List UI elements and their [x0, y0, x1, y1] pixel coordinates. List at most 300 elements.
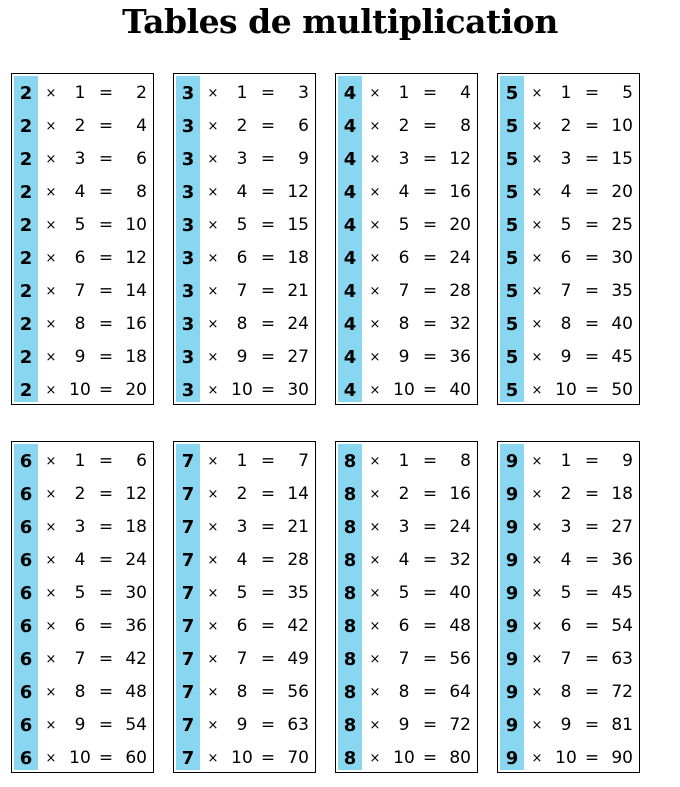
- times-sign: ×: [531, 317, 543, 332]
- multiplier: 8: [74, 314, 86, 334]
- multiplier: 3: [398, 149, 410, 169]
- table-row: [174, 610, 315, 643]
- times-sign: ×: [207, 520, 219, 535]
- equals-sign: =: [260, 380, 276, 400]
- times-sign: ×: [531, 685, 543, 700]
- table-base: 6: [19, 451, 33, 472]
- equals-sign: =: [98, 281, 114, 301]
- multiplier: 5: [560, 215, 572, 235]
- times-sign: ×: [207, 317, 219, 332]
- times-sign: ×: [45, 718, 57, 733]
- multiplier: 9: [398, 347, 410, 367]
- product: 4: [460, 83, 471, 103]
- times-sign: ×: [369, 619, 381, 634]
- equals-sign: =: [98, 380, 114, 400]
- equals-sign: =: [98, 83, 114, 103]
- product: 3: [298, 83, 309, 103]
- multiplier: 6: [236, 616, 248, 636]
- table-row: [174, 742, 315, 773]
- equals-sign: =: [260, 517, 276, 537]
- table-card-2: [11, 73, 154, 405]
- table-card-9: [497, 441, 640, 773]
- table-row: [174, 478, 315, 511]
- equals-sign: =: [260, 616, 276, 636]
- multiplier: 3: [560, 149, 572, 169]
- equals-sign: =: [260, 149, 276, 169]
- table-base: 7: [181, 484, 195, 505]
- equals-sign: =: [422, 281, 438, 301]
- multiplier: 6: [398, 248, 410, 268]
- product: 14: [287, 484, 309, 504]
- times-sign: ×: [45, 119, 57, 134]
- table-base: 5: [505, 281, 519, 302]
- multiplier: 10: [393, 748, 415, 768]
- table-card-4: [335, 73, 478, 405]
- product: 28: [287, 550, 309, 570]
- table-row: [498, 478, 639, 511]
- table-row: [336, 610, 477, 643]
- multiplier: 7: [560, 649, 572, 669]
- times-sign: ×: [207, 218, 219, 233]
- multiplier: 10: [69, 748, 91, 768]
- table-base: 8: [343, 649, 357, 670]
- table-base: 3: [181, 281, 195, 302]
- product: 72: [449, 715, 471, 735]
- times-sign: ×: [207, 185, 219, 200]
- product: 21: [287, 281, 309, 301]
- multiplier: 1: [236, 451, 248, 471]
- table-row: [498, 308, 639, 341]
- equals-sign: =: [584, 182, 600, 202]
- product: 27: [287, 347, 309, 367]
- product: 6: [136, 451, 147, 471]
- times-sign: ×: [45, 86, 57, 101]
- times-sign: ×: [369, 185, 381, 200]
- product: 8: [460, 116, 471, 136]
- multiplier: 1: [398, 451, 410, 471]
- product: 8: [136, 182, 147, 202]
- equals-sign: =: [422, 550, 438, 570]
- times-sign: ×: [45, 284, 57, 299]
- times-sign: ×: [531, 251, 543, 266]
- equals-sign: =: [584, 550, 600, 570]
- times-sign: ×: [531, 520, 543, 535]
- table-row: [336, 110, 477, 143]
- table-base: 2: [19, 215, 33, 236]
- table-base: 8: [343, 517, 357, 538]
- multiplier: 7: [398, 649, 410, 669]
- equals-sign: =: [422, 451, 438, 471]
- multiplier: 3: [74, 517, 86, 537]
- multiplier: 4: [560, 182, 572, 202]
- table-row: [336, 445, 477, 478]
- product: 32: [449, 314, 471, 334]
- table-row: [174, 341, 315, 374]
- times-sign: ×: [207, 553, 219, 568]
- times-sign: ×: [531, 350, 543, 365]
- multiplier: 10: [231, 380, 253, 400]
- multiplier: 8: [398, 314, 410, 334]
- times-sign: ×: [45, 520, 57, 535]
- table-row: [12, 341, 153, 374]
- multiplier: 1: [236, 83, 248, 103]
- times-sign: ×: [369, 454, 381, 469]
- times-sign: ×: [45, 317, 57, 332]
- product: 15: [611, 149, 633, 169]
- table-base: 6: [19, 550, 33, 571]
- multiplier: 1: [398, 83, 410, 103]
- equals-sign: =: [98, 314, 114, 334]
- multiplier: 2: [398, 484, 410, 504]
- product: 48: [125, 682, 147, 702]
- multiplier: 3: [398, 517, 410, 537]
- equals-sign: =: [98, 748, 114, 768]
- times-sign: ×: [531, 553, 543, 568]
- multiplier: 3: [74, 149, 86, 169]
- times-sign: ×: [207, 652, 219, 667]
- equals-sign: =: [584, 616, 600, 636]
- equals-sign: =: [98, 149, 114, 169]
- product: 7: [298, 451, 309, 471]
- equals-sign: =: [98, 215, 114, 235]
- table-base: 2: [19, 182, 33, 203]
- times-sign: ×: [369, 520, 381, 535]
- product: 40: [449, 380, 471, 400]
- table-base: 8: [343, 616, 357, 637]
- product: 80: [449, 748, 471, 768]
- times-sign: ×: [45, 185, 57, 200]
- equals-sign: =: [584, 314, 600, 334]
- product: 45: [611, 583, 633, 603]
- table-row: [498, 143, 639, 176]
- product: 28: [449, 281, 471, 301]
- equals-sign: =: [98, 616, 114, 636]
- multiplier: 6: [236, 248, 248, 268]
- equals-sign: =: [260, 715, 276, 735]
- table-base: 7: [181, 451, 195, 472]
- times-sign: ×: [207, 119, 219, 134]
- table-base: 3: [181, 149, 195, 170]
- table-base: 3: [181, 314, 195, 335]
- table-base: 9: [505, 550, 519, 571]
- table-base: 6: [19, 748, 33, 769]
- table-row: [12, 610, 153, 643]
- multiplier: 6: [560, 616, 572, 636]
- product: 49: [287, 649, 309, 669]
- table-base: 7: [181, 649, 195, 670]
- table-base: 8: [343, 451, 357, 472]
- equals-sign: =: [584, 451, 600, 471]
- product: 12: [287, 182, 309, 202]
- times-sign: ×: [45, 251, 57, 266]
- times-sign: ×: [531, 284, 543, 299]
- equals-sign: =: [584, 715, 600, 735]
- table-row: [336, 577, 477, 610]
- product: 24: [125, 550, 147, 570]
- table-row: [498, 676, 639, 709]
- product: 24: [449, 517, 471, 537]
- equals-sign: =: [260, 649, 276, 669]
- table-row: [498, 374, 639, 405]
- product: 48: [449, 616, 471, 636]
- table-row: [498, 242, 639, 275]
- table-row: [174, 308, 315, 341]
- times-sign: ×: [531, 487, 543, 502]
- times-sign: ×: [369, 119, 381, 134]
- table-base: 9: [505, 451, 519, 472]
- multiplier: 9: [236, 347, 248, 367]
- times-sign: ×: [531, 218, 543, 233]
- table-base: 8: [343, 748, 357, 769]
- table-base: 9: [505, 583, 519, 604]
- product: 70: [287, 748, 309, 768]
- table-row: [12, 374, 153, 405]
- table-row: [498, 445, 639, 478]
- table-row: [12, 643, 153, 676]
- table-row: [12, 709, 153, 742]
- equals-sign: =: [584, 649, 600, 669]
- times-sign: ×: [45, 383, 57, 398]
- table-row: [174, 709, 315, 742]
- times-sign: ×: [369, 317, 381, 332]
- table-row: [12, 110, 153, 143]
- equals-sign: =: [260, 182, 276, 202]
- table-base: 3: [181, 248, 195, 269]
- table-row: [336, 176, 477, 209]
- product: 24: [449, 248, 471, 268]
- table-row: [12, 445, 153, 478]
- table-base: 2: [19, 149, 33, 170]
- table-base: 2: [19, 116, 33, 137]
- equals-sign: =: [584, 748, 600, 768]
- multiplier: 2: [236, 116, 248, 136]
- product: 25: [611, 215, 633, 235]
- product: 42: [125, 649, 147, 669]
- equals-sign: =: [422, 583, 438, 603]
- times-sign: ×: [531, 383, 543, 398]
- multiplier: 6: [74, 248, 86, 268]
- multiplier: 1: [560, 83, 572, 103]
- table-base: 5: [505, 116, 519, 137]
- table-base: 9: [505, 748, 519, 769]
- table-row: [174, 77, 315, 110]
- times-sign: ×: [531, 86, 543, 101]
- times-sign: ×: [207, 751, 219, 766]
- multiplier: 4: [560, 550, 572, 570]
- equals-sign: =: [422, 616, 438, 636]
- table-base: 6: [19, 616, 33, 637]
- table-row: [12, 308, 153, 341]
- table-base: 2: [19, 380, 33, 401]
- product: 64: [449, 682, 471, 702]
- equals-sign: =: [260, 484, 276, 504]
- equals-sign: =: [260, 83, 276, 103]
- multiplier: 8: [560, 682, 572, 702]
- table-base: 4: [343, 248, 357, 269]
- product: 56: [287, 682, 309, 702]
- page-title: Tables de multiplication: [122, 2, 558, 41]
- table-row: [174, 176, 315, 209]
- equals-sign: =: [584, 83, 600, 103]
- table-row: [174, 242, 315, 275]
- times-sign: ×: [369, 152, 381, 167]
- equals-sign: =: [260, 347, 276, 367]
- times-sign: ×: [45, 652, 57, 667]
- equals-sign: =: [260, 314, 276, 334]
- table-base: 7: [181, 682, 195, 703]
- table-base: 7: [181, 616, 195, 637]
- product: 30: [125, 583, 147, 603]
- table-row: [498, 511, 639, 544]
- times-sign: ×: [207, 619, 219, 634]
- times-sign: ×: [45, 586, 57, 601]
- table-row: [498, 341, 639, 374]
- times-sign: ×: [369, 553, 381, 568]
- product: 63: [611, 649, 633, 669]
- multiplier: 10: [555, 380, 577, 400]
- equals-sign: =: [422, 517, 438, 537]
- equals-sign: =: [422, 484, 438, 504]
- multiplier: 7: [74, 281, 86, 301]
- product: 40: [449, 583, 471, 603]
- table-row: [336, 643, 477, 676]
- table-row: [12, 544, 153, 577]
- multiplier: 5: [398, 583, 410, 603]
- times-sign: ×: [369, 751, 381, 766]
- product: 16: [449, 484, 471, 504]
- product: 60: [125, 748, 147, 768]
- table-base: 3: [181, 83, 195, 104]
- table-base: 4: [343, 215, 357, 236]
- table-row: [12, 577, 153, 610]
- product: 40: [611, 314, 633, 334]
- table-base: 5: [505, 83, 519, 104]
- equals-sign: =: [98, 517, 114, 537]
- product: 16: [125, 314, 147, 334]
- product: 8: [460, 451, 471, 471]
- product: 18: [611, 484, 633, 504]
- table-base: 6: [19, 484, 33, 505]
- table-row: [498, 544, 639, 577]
- table-base: 9: [505, 649, 519, 670]
- table-row: [336, 143, 477, 176]
- equals-sign: =: [584, 116, 600, 136]
- equals-sign: =: [260, 682, 276, 702]
- times-sign: ×: [207, 685, 219, 700]
- times-sign: ×: [207, 86, 219, 101]
- multiplier: 9: [236, 715, 248, 735]
- equals-sign: =: [584, 248, 600, 268]
- product: 14: [125, 281, 147, 301]
- multiplier: 8: [398, 682, 410, 702]
- equals-sign: =: [584, 583, 600, 603]
- table-row: [336, 511, 477, 544]
- product: 24: [287, 314, 309, 334]
- times-sign: ×: [207, 383, 219, 398]
- equals-sign: =: [98, 583, 114, 603]
- multiplier: 9: [560, 347, 572, 367]
- table-row: [12, 209, 153, 242]
- table-row: [12, 511, 153, 544]
- table-base: 2: [19, 314, 33, 335]
- table-row: [498, 275, 639, 308]
- product: 4: [136, 116, 147, 136]
- product: 81: [611, 715, 633, 735]
- equals-sign: =: [422, 248, 438, 268]
- equals-sign: =: [260, 215, 276, 235]
- table-row: [174, 209, 315, 242]
- multiplier: 2: [560, 116, 572, 136]
- table-base: 6: [19, 583, 33, 604]
- equals-sign: =: [422, 314, 438, 334]
- times-sign: ×: [45, 350, 57, 365]
- product: 36: [449, 347, 471, 367]
- equals-sign: =: [584, 380, 600, 400]
- table-base: 8: [343, 484, 357, 505]
- table-base: 5: [505, 347, 519, 368]
- product: 63: [287, 715, 309, 735]
- multiplier: 10: [555, 748, 577, 768]
- multiplier: 9: [560, 715, 572, 735]
- times-sign: ×: [531, 718, 543, 733]
- table-base: 2: [19, 347, 33, 368]
- table-row: [12, 742, 153, 773]
- table-row: [12, 676, 153, 709]
- table-base: 9: [505, 484, 519, 505]
- product: 72: [611, 682, 633, 702]
- table-base: 2: [19, 83, 33, 104]
- product: 18: [287, 248, 309, 268]
- table-row: [336, 275, 477, 308]
- table-card-3: [173, 73, 316, 405]
- multiplier: 1: [74, 451, 86, 471]
- table-row: [174, 676, 315, 709]
- multiplier: 7: [74, 649, 86, 669]
- equals-sign: =: [422, 380, 438, 400]
- table-base: 7: [181, 583, 195, 604]
- table-row: [336, 374, 477, 405]
- product: 5: [622, 83, 633, 103]
- product: 16: [449, 182, 471, 202]
- equals-sign: =: [260, 748, 276, 768]
- multiplier: 5: [560, 583, 572, 603]
- times-sign: ×: [369, 487, 381, 502]
- product: 21: [287, 517, 309, 537]
- equals-sign: =: [98, 451, 114, 471]
- table-base: 2: [19, 281, 33, 302]
- table-card-8: [335, 441, 478, 773]
- multiplier: 2: [560, 484, 572, 504]
- times-sign: ×: [369, 685, 381, 700]
- table-row: [174, 110, 315, 143]
- product: 56: [449, 649, 471, 669]
- table-row: [498, 77, 639, 110]
- times-sign: ×: [369, 350, 381, 365]
- equals-sign: =: [98, 182, 114, 202]
- times-sign: ×: [531, 586, 543, 601]
- equals-sign: =: [98, 347, 114, 367]
- table-base: 4: [343, 380, 357, 401]
- product: 9: [298, 149, 309, 169]
- equals-sign: =: [422, 649, 438, 669]
- table-base: 9: [505, 517, 519, 538]
- multiplier: 5: [398, 215, 410, 235]
- times-sign: ×: [45, 218, 57, 233]
- table-base: 5: [505, 182, 519, 203]
- table-base: 9: [505, 715, 519, 736]
- table-base: 7: [181, 550, 195, 571]
- times-sign: ×: [369, 218, 381, 233]
